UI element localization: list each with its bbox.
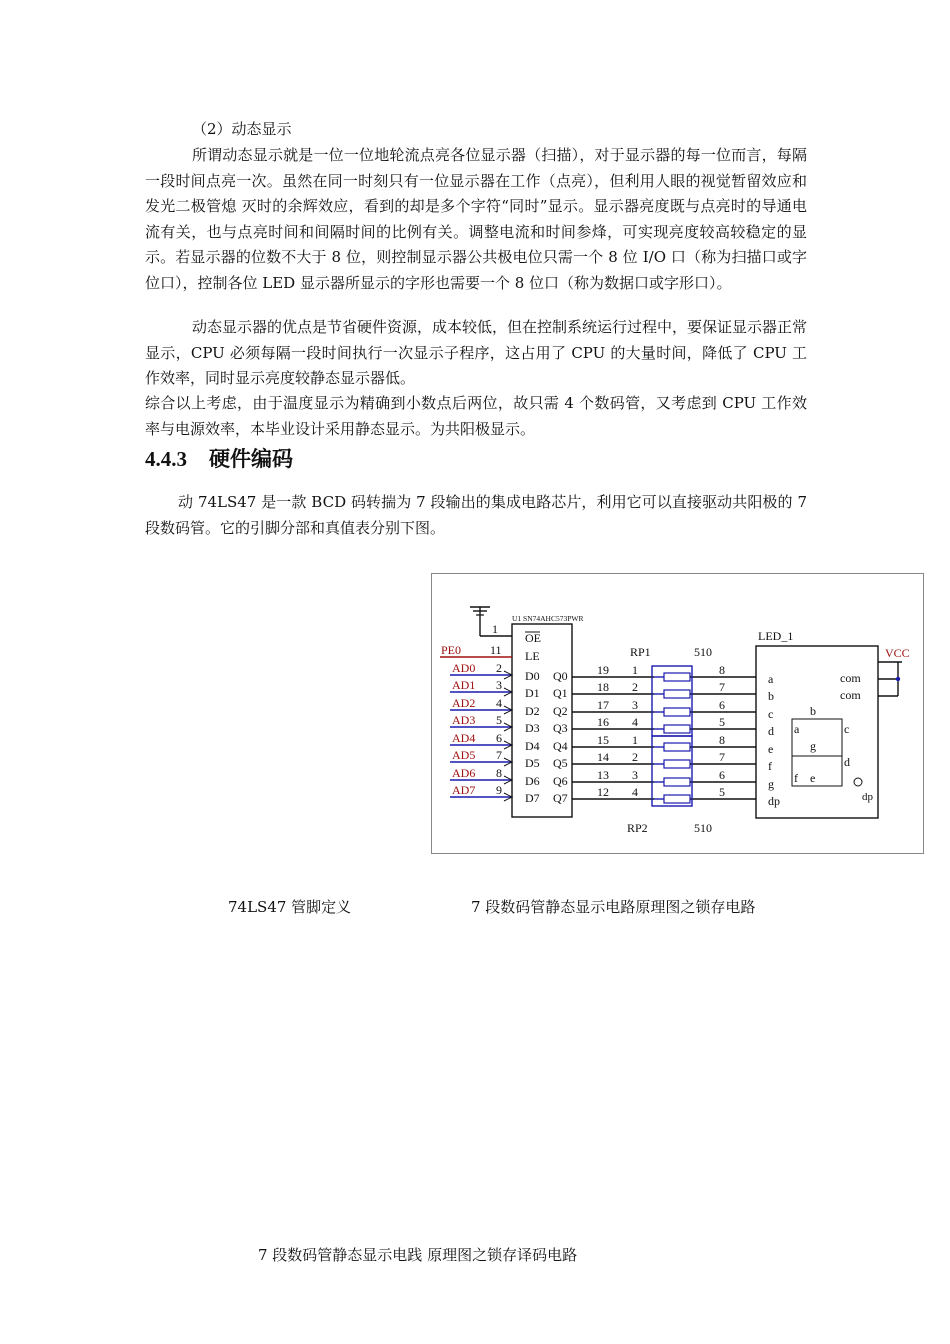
schematic-svg (432, 574, 923, 853)
resistor-2 (664, 708, 690, 716)
pe0-label: PE0 (441, 643, 462, 657)
seg-pin-c: c (768, 707, 774, 721)
q-label-1: Q1 (553, 686, 568, 700)
q-label-2: Q2 (553, 704, 568, 718)
seg-pin-d: d (768, 724, 774, 738)
seg-f: f (794, 771, 798, 785)
led-label: LED_1 (758, 629, 794, 643)
section-title: 硬件编码 (209, 447, 293, 471)
output-pin-3: 16 (597, 715, 609, 729)
rp-left-pin-1: 2 (632, 680, 638, 694)
q-label-7: Q7 (553, 791, 568, 805)
input-pin-3: 5 (496, 713, 502, 727)
input-pin-2: 4 (496, 696, 502, 710)
q-label-0: Q0 (553, 669, 568, 683)
rp-left-pin-3: 4 (632, 715, 638, 729)
paragraph-dynamic-display: 所谓动态显示就是一位一位地轮流点亮各位显示器（扫描），对于显示器的每一位而言，每隔一段时间点亮一次。虽然在同一时刻只有一位显示器在工作（点亮），但利用人眼的视觉暂留效应和发光二极管熄 灭时的余辉效应，看到的却是多个字符“同时”显示。显示器亮度既与点亮时的导通电流有关，也与点亮时间和间隔时间的比例有关。调整电流和时间参烽，可实现亮度较高较稳定的显示。若显示器的位数不大于 8 位，则控制显示器公共极电位只需一个 8 位 I/O 口（称为扫描口或字位口），控制各位 LED 显示器所显示的字形也需要一个 8 位口（称为数据口或字形口）。 (145, 146, 807, 292)
seg-a: a (794, 722, 800, 736)
rp-right-pin-1: 7 (719, 680, 725, 694)
d-label-5: D5 (525, 756, 540, 770)
section-heading (145, 443, 293, 473)
q-label-4: Q4 (553, 739, 568, 753)
q-label-3: Q3 (553, 721, 568, 735)
seg-d: d (844, 755, 850, 769)
rp-left-pin-0: 1 (632, 663, 638, 677)
rp-left-pin-2: 3 (632, 698, 638, 712)
rp-right-pin-5: 7 (719, 750, 725, 764)
input-pin-4: 6 (496, 731, 502, 745)
d-label-2: D2 (525, 704, 540, 718)
rp-right-pin-2: 6 (719, 698, 725, 712)
paragraph-conclusion: 综合以上考虑，由于温度显示为精确到小数点后两位，故只需 4 个数码管，又考虑到 CPU 工作效率与电源效率，本毕业设计采用静态显示。为共阳极显示。 (145, 394, 807, 438)
output-pin-5: 14 (597, 750, 609, 764)
output-pin-6: 13 (597, 768, 609, 782)
input-label-ad2: AD2 (452, 696, 476, 710)
input-pin-5: 7 (496, 748, 502, 762)
input-label-ad0: AD0 (452, 661, 476, 675)
resistor-0 (664, 673, 690, 681)
com-label-2: com (840, 688, 861, 702)
input-label-ad1: AD1 (452, 678, 476, 692)
input-label-ad3: AD3 (452, 713, 476, 727)
seg-g: g (810, 739, 816, 753)
input-pin-0: 2 (496, 661, 502, 675)
seg-e: e (810, 771, 816, 785)
output-pin-1: 18 (597, 680, 609, 694)
seg-c: c (844, 722, 850, 736)
input-pin-6: 8 (496, 766, 502, 780)
output-pin-4: 15 (597, 733, 609, 747)
resistor-4 (664, 743, 690, 751)
input-pin-7: 9 (496, 783, 502, 797)
vcc-junction (896, 677, 900, 681)
input-pin-1: 3 (496, 678, 502, 692)
d-label-1: D1 (525, 686, 540, 700)
d-label-6: D6 (525, 774, 540, 788)
rp-right-pin-0: 8 (719, 663, 725, 677)
com-label-1: com (840, 671, 861, 685)
q-label-6: Q6 (553, 774, 568, 788)
seg-pin-g: g (768, 777, 774, 791)
rp-right-pin-7: 5 (719, 785, 725, 799)
output-pin-0: 19 (597, 663, 609, 677)
seg-pin-a: a (768, 672, 774, 686)
rp1-value: 510 (694, 645, 712, 659)
input-label-ad6: AD6 (452, 766, 476, 780)
seg-pin-e: e (768, 742, 774, 756)
d-label-0: D0 (525, 669, 540, 683)
pin-11-label: 11 (490, 643, 502, 657)
seg-pin-dp: dp (768, 794, 780, 808)
caption-latch-decoder-circuit: 7 段数码管静态显示电践 原理图之锁存译码电路 (258, 1246, 578, 1264)
seg-b: b (810, 704, 816, 718)
vcc-label: VCC (885, 646, 910, 660)
latch-circuit-schematic (431, 573, 924, 854)
resistor-5 (664, 760, 690, 768)
subsection-title: （2）动态显示 (192, 120, 292, 138)
seg-pin-f: f (768, 759, 772, 773)
d-label-7: D7 (525, 791, 540, 805)
oe-label: OE (525, 631, 541, 645)
resistor-6 (664, 778, 690, 786)
pin-1-label: 1 (492, 622, 498, 636)
paragraph-74ls47: 动 74LS47 是一款 BCD 码转揣为 7 段输出的集成电路芯片，利用它可以直接驱动共阳极的 7 段数码管。它的引脚分部和真值表分别下图。 (145, 493, 807, 537)
input-label-ad7: AD7 (452, 783, 476, 797)
input-label-ad5: AD5 (452, 748, 476, 762)
output-pin-2: 17 (597, 698, 609, 712)
rp-left-pin-7: 4 (632, 785, 638, 799)
le-label: LE (525, 649, 540, 663)
d-label-4: D4 (525, 739, 540, 753)
rp2-label: RP2 (627, 821, 648, 835)
q-label-5: Q5 (553, 756, 568, 770)
rp2-value: 510 (694, 821, 712, 835)
rp-right-pin-4: 8 (719, 733, 725, 747)
input-label-ad4: AD4 (452, 731, 476, 745)
rp-right-pin-3: 5 (719, 715, 725, 729)
resistor-3 (664, 725, 690, 733)
caption-74ls47-pins: 74LS47 管脚定义 (228, 898, 352, 916)
seg-pin-b: b (768, 689, 774, 703)
rp-right-pin-6: 6 (719, 768, 725, 782)
rp1-label: RP1 (630, 645, 651, 659)
resistor-1 (664, 690, 690, 698)
output-pin-7: 12 (597, 785, 609, 799)
rp-left-pin-4: 1 (632, 733, 638, 747)
seg-dp: dp (862, 791, 873, 803)
rp-left-pin-5: 2 (632, 750, 638, 764)
chip-label: U1 SN74AHC573PWR (512, 614, 584, 623)
resistor-7 (664, 795, 690, 803)
section-number: 4.4.3 (145, 447, 187, 471)
rp-left-pin-6: 3 (632, 768, 638, 782)
d-label-3: D3 (525, 721, 540, 735)
paragraph-advantages: 动态显示器的优点是节省硬件资源，成本较低，但在控制系统运行过程中，要保证显示器正常显示，CPU 必须每隔一段时间执行一次显示子程序，这占用了 CPU 的大量时间，降低了 CPU 工作效率，同时显示亮度较静态显示器低。 (145, 318, 808, 387)
caption-latch-circuit: 7 段数码管静态显示电路原理图之锁存电路 (471, 898, 756, 916)
